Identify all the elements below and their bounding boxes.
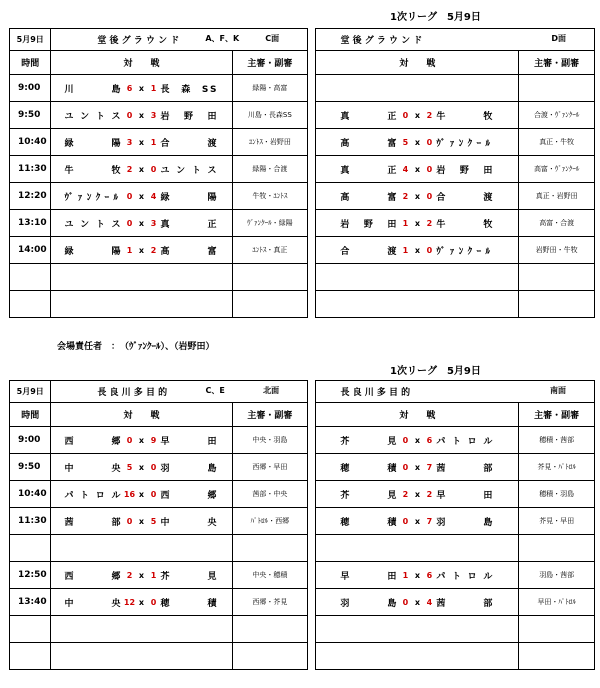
left-referee-cell (232, 616, 308, 643)
vs-mark: x (414, 164, 420, 174)
match-line (316, 109, 518, 122)
score-away: 0 (426, 164, 433, 174)
left-match-cell (51, 291, 232, 318)
right-match-cell (316, 643, 519, 670)
column-gap (308, 481, 316, 508)
right-match-cell (316, 156, 519, 183)
right-match-cell (316, 129, 519, 156)
score-home: 2 (402, 191, 409, 201)
time-cell: 10:40 (10, 129, 51, 156)
team-away: ユントス (160, 165, 219, 176)
score-home: 0 (402, 597, 409, 607)
column-gap (308, 535, 316, 562)
left-referee-column-header: 主審・副審 (232, 51, 308, 75)
right-match-cell (316, 481, 519, 508)
vs-mark: x (414, 435, 420, 445)
vs-mark: x (138, 83, 145, 93)
match-line (316, 488, 518, 501)
vs-mark: x (414, 462, 420, 472)
left-match-cell (51, 156, 232, 183)
time-cell (10, 643, 51, 670)
team-away: 岩 野 田 (436, 165, 495, 176)
right-match-column-header: 対 戦 (316, 51, 519, 75)
right-referee-cell: 穂積・羽島 (519, 481, 595, 508)
time-column-header: 時間 (10, 51, 51, 75)
team-away: 牛 牧 (436, 111, 495, 122)
league-date-header-2: 1次リーグ 5月9日 (390, 366, 481, 377)
match-line (316, 515, 518, 528)
vs-mark: x (138, 164, 145, 174)
score-away: 0 (150, 489, 157, 499)
score-away: 0 (426, 191, 433, 201)
schedule-table-dogo (9, 28, 595, 318)
vs-mark: x (138, 191, 145, 201)
right-match-cell (316, 291, 519, 318)
left-referee-cell: 中央・穂積 (232, 562, 308, 589)
left-match-cell (51, 643, 232, 670)
right-venue-name: 長 良 川 多 目 的 (340, 388, 411, 398)
date-cell: 5月9日 (10, 381, 51, 403)
score-home: 4 (402, 164, 409, 174)
left-match-cell (51, 237, 232, 264)
right-venue-cell (316, 29, 595, 51)
match-line (51, 190, 231, 203)
left-venue-name: 長 良 川 多 目 的 (97, 388, 168, 398)
score-away: 0 (426, 137, 433, 147)
left-match-cell (51, 210, 232, 237)
vs-mark: x (138, 218, 145, 228)
match-line (316, 244, 518, 257)
team-home: 岩 野 田 (340, 219, 399, 230)
team-away: 長 森 SS (160, 84, 219, 95)
team-away: 芥 見 (160, 571, 219, 582)
score-away: 2 (426, 489, 433, 499)
match-line (51, 109, 231, 122)
team-away: ｳﾞｧﾝｸｰﾙ (436, 138, 495, 149)
column-gap (308, 291, 316, 318)
team-home: 中 央 (64, 463, 123, 474)
score-away: 5 (150, 516, 157, 526)
left-field-name: C面 (265, 34, 280, 43)
score-away: 1 (150, 570, 157, 580)
vs-mark: x (138, 516, 145, 526)
right-match-column-header: 対 戦 (316, 403, 519, 427)
match-line (51, 82, 231, 95)
right-referee-cell (519, 264, 595, 291)
left-match-cell (51, 508, 232, 535)
right-match-cell (316, 427, 519, 454)
right-venue-cell (316, 381, 595, 403)
right-referee-cell: 羽島・茜部 (519, 562, 595, 589)
team-away: パトロル (436, 436, 495, 447)
score-away: 1 (150, 137, 157, 147)
score-away: 4 (426, 597, 433, 607)
right-match-cell (316, 210, 519, 237)
left-referee-cell: ﾕﾝﾄｽ・岩野田 (232, 129, 308, 156)
venue-manager-note: 会場責任者 ： （ｳﾞｧﾝｸｰﾙ）、（岩野田） (57, 342, 215, 352)
left-match-cell (51, 129, 232, 156)
match-line (316, 569, 518, 582)
score-home: 16 (123, 489, 136, 499)
match-line (316, 217, 518, 230)
left-referee-cell: ｳﾞｧﾝｸｰﾙ・緑陽 (232, 210, 308, 237)
time-cell (10, 291, 51, 318)
right-match-cell (316, 75, 519, 102)
vs-mark: x (414, 110, 420, 120)
team-home: ユントス (64, 111, 123, 122)
time-cell: 10:40 (10, 481, 51, 508)
team-away: 緑 陽 (160, 192, 219, 203)
left-referee-cell (232, 643, 308, 670)
vs-mark: x (414, 516, 420, 526)
schedule-table-nagaragawa (9, 380, 595, 670)
match-line (51, 461, 231, 474)
column-gap (308, 156, 316, 183)
team-home: 高 富 (340, 138, 399, 149)
score-home: 0 (402, 110, 409, 120)
score-home: 0 (126, 516, 133, 526)
team-away: パトロル (436, 571, 495, 582)
score-away: 0 (150, 462, 157, 472)
right-referee-column-header: 主審・副審 (519, 403, 595, 427)
score-away: 0 (150, 164, 157, 174)
team-away: 高 富 (160, 246, 219, 257)
right-field-name: D面 (551, 34, 566, 43)
team-home: 合 渡 (340, 246, 399, 257)
left-match-cell (51, 102, 232, 129)
vs-mark: x (138, 435, 145, 445)
right-referee-cell (519, 616, 595, 643)
left-referee-cell: 牛牧・ﾕﾝﾄｽ (232, 183, 308, 210)
score-away: 2 (426, 218, 433, 228)
left-match-cell (51, 75, 232, 102)
team-home: 牛 牧 (64, 165, 123, 176)
right-field-name: 南面 (550, 386, 566, 395)
left-match-cell (51, 562, 232, 589)
score-home: 1 (402, 570, 409, 580)
vs-mark: x (138, 245, 145, 255)
score-away: 3 (150, 110, 157, 120)
match-line (51, 136, 231, 149)
left-referee-cell: 茜部・中央 (232, 481, 308, 508)
score-home: 0 (402, 516, 409, 526)
match-line (51, 596, 231, 609)
team-away: 合 渡 (436, 192, 495, 203)
match-line (316, 190, 518, 203)
team-away: 牛 牧 (436, 219, 495, 230)
column-gap (308, 403, 316, 427)
score-home: 2 (126, 570, 133, 580)
right-match-cell (316, 589, 519, 616)
score-away: 6 (426, 435, 433, 445)
score-home: 3 (126, 137, 133, 147)
left-referee-cell (232, 291, 308, 318)
team-away: 早 田 (160, 436, 219, 447)
match-line (51, 569, 231, 582)
right-referee-cell (519, 535, 595, 562)
column-gap (308, 102, 316, 129)
right-referee-cell: 高富・ｳﾞｧﾝｸｰﾙ (519, 156, 595, 183)
score-away: 0 (426, 245, 433, 255)
team-home: 川 島 (64, 84, 123, 95)
time-cell: 13:10 (10, 210, 51, 237)
vs-mark: x (138, 137, 145, 147)
team-home: 西 郷 (64, 571, 123, 582)
score-home: 6 (126, 83, 133, 93)
left-match-column-header: 対 戦 (51, 403, 232, 427)
left-referee-cell: 中央・羽島 (232, 427, 308, 454)
team-home: ｳﾞｧﾝｸｰﾙ (64, 192, 123, 203)
right-match-cell (316, 616, 519, 643)
league-date-header-1: 1次リーグ 5月9日 (390, 12, 481, 23)
match-line (316, 461, 518, 474)
team-home: 緑 陽 (64, 246, 123, 257)
team-home: 高 富 (340, 192, 399, 203)
column-gap (308, 183, 316, 210)
time-cell: 14:00 (10, 237, 51, 264)
right-match-cell (316, 508, 519, 535)
time-cell: 12:20 (10, 183, 51, 210)
team-away: 羽 島 (436, 517, 495, 528)
team-home: 真 正 (340, 165, 399, 176)
team-home: パトロル (64, 490, 123, 501)
left-match-cell (51, 183, 232, 210)
time-cell: 13:40 (10, 589, 51, 616)
time-cell: 9:50 (10, 454, 51, 481)
vs-mark: x (138, 110, 145, 120)
team-away: 茜 部 (436, 598, 495, 609)
score-home: 2 (402, 489, 409, 499)
date-cell: 5月9日 (10, 29, 51, 51)
left-match-cell (51, 427, 232, 454)
right-match-cell (316, 237, 519, 264)
score-away: 7 (426, 516, 433, 526)
right-match-cell (316, 454, 519, 481)
time-cell: 9:50 (10, 102, 51, 129)
left-referee-column-header: 主審・副審 (232, 403, 308, 427)
score-away: 0 (150, 597, 157, 607)
time-cell: 9:00 (10, 75, 51, 102)
score-home: 1 (126, 245, 133, 255)
column-gap (308, 562, 316, 589)
score-home: 0 (402, 435, 409, 445)
column-gap (308, 51, 316, 75)
left-venue-cell (51, 29, 308, 51)
left-match-cell (51, 264, 232, 291)
match-line (51, 488, 231, 501)
team-home: ユントス (64, 219, 123, 230)
score-home: 0 (126, 191, 133, 201)
column-gap (308, 129, 316, 156)
right-referee-cell (519, 75, 595, 102)
score-home: 2 (126, 164, 133, 174)
team-away: 西 郷 (160, 490, 219, 501)
right-match-cell (316, 264, 519, 291)
left-venue-teams: C、E (205, 386, 225, 395)
right-venue-name: 堂 後 グ ラ ウ ン ド (340, 36, 423, 46)
team-home: 穂 積 (340, 463, 399, 474)
match-line (316, 163, 518, 176)
match-line (51, 434, 231, 447)
team-away: 羽 島 (160, 463, 219, 474)
left-referee-cell: 西郷・早田 (232, 454, 308, 481)
team-away: 真 正 (160, 219, 219, 230)
vs-mark: x (138, 570, 145, 580)
column-gap (308, 75, 316, 102)
right-match-cell (316, 535, 519, 562)
vs-mark: x (138, 462, 145, 472)
team-away: 茜 部 (436, 463, 495, 474)
score-away: 9 (150, 435, 157, 445)
right-referee-cell: 真正・牛牧 (519, 129, 595, 156)
column-gap (308, 616, 316, 643)
team-home: 茜 部 (64, 517, 123, 528)
right-referee-cell (519, 643, 595, 670)
left-referee-cell: 川島・長森SS (232, 102, 308, 129)
team-home: 西 郷 (64, 436, 123, 447)
vs-mark: x (414, 218, 420, 228)
match-line (316, 596, 518, 609)
score-home: 5 (402, 137, 409, 147)
team-home: 真 正 (340, 111, 399, 122)
left-venue-name: 堂 後 グ ラ ウ ン ド (97, 36, 180, 46)
left-referee-cell: ﾕﾝﾄｽ・真正 (232, 237, 308, 264)
team-home: 早 田 (340, 571, 399, 582)
time-cell: 11:30 (10, 156, 51, 183)
team-away: 合 渡 (160, 138, 219, 149)
score-home: 1 (402, 245, 409, 255)
column-gap (308, 264, 316, 291)
time-column-header: 時間 (10, 403, 51, 427)
score-away: 3 (150, 218, 157, 228)
right-match-cell (316, 562, 519, 589)
time-cell: 11:30 (10, 508, 51, 535)
score-away: 1 (150, 83, 157, 93)
time-cell (10, 264, 51, 291)
column-gap (308, 589, 316, 616)
score-home: 0 (126, 218, 133, 228)
column-gap (308, 427, 316, 454)
left-match-cell (51, 454, 232, 481)
vs-mark: x (414, 245, 420, 255)
right-referee-cell: 芥見・ﾊﾟﾄﾛﾙ (519, 454, 595, 481)
time-cell (10, 535, 51, 562)
vs-mark: x (414, 489, 420, 499)
team-away: 早 田 (436, 490, 495, 501)
column-gap (308, 508, 316, 535)
time-cell: 12:50 (10, 562, 51, 589)
team-home: 羽 島 (340, 598, 399, 609)
score-home: 1 (402, 218, 409, 228)
left-match-cell (51, 589, 232, 616)
right-referee-cell: 高富・合渡 (519, 210, 595, 237)
right-match-cell (316, 183, 519, 210)
column-gap (308, 643, 316, 670)
team-away: 岩 野 田 (160, 111, 219, 122)
vs-mark: x (414, 191, 420, 201)
right-referee-cell: 早田・ﾊﾟﾄﾛﾙ (519, 589, 595, 616)
left-referee-cell: 緑陽・合渡 (232, 156, 308, 183)
right-referee-cell: 岩野田・牛牧 (519, 237, 595, 264)
left-referee-cell (232, 264, 308, 291)
vs-mark: x (138, 597, 145, 607)
left-match-cell (51, 481, 232, 508)
score-away: 4 (150, 191, 157, 201)
left-referee-cell: ﾊﾟﾄﾛﾙ・西郷 (232, 508, 308, 535)
right-referee-cell (519, 291, 595, 318)
score-away: 7 (426, 462, 433, 472)
vs-mark: x (414, 597, 420, 607)
right-referee-cell: 真正・岩野田 (519, 183, 595, 210)
score-home: 0 (402, 462, 409, 472)
column-gap (308, 454, 316, 481)
match-line (51, 217, 231, 230)
left-referee-cell (232, 535, 308, 562)
team-home: 芥 見 (340, 436, 399, 447)
left-match-column-header: 対 戦 (51, 51, 232, 75)
left-venue-cell (51, 381, 308, 403)
left-match-cell (51, 616, 232, 643)
left-referee-cell: 緑陽・高富 (232, 75, 308, 102)
score-home: 0 (126, 435, 133, 445)
right-match-cell (316, 102, 519, 129)
right-referee-cell: 合渡・ｳﾞｧﾝｸｰﾙ (519, 102, 595, 129)
match-line (51, 515, 231, 528)
team-home: 芥 見 (340, 490, 399, 501)
score-away: 2 (426, 110, 433, 120)
team-home: 緑 陽 (64, 138, 123, 149)
right-referee-cell: 穂積・茜部 (519, 427, 595, 454)
score-away: 2 (150, 245, 157, 255)
column-gap (308, 381, 316, 403)
match-line (316, 434, 518, 447)
match-line (51, 244, 231, 257)
time-cell: 9:00 (10, 427, 51, 454)
score-home: 12 (123, 597, 136, 607)
score-away: 6 (426, 570, 433, 580)
team-away: 中 央 (160, 517, 219, 528)
match-line (316, 136, 518, 149)
team-home: 穂 積 (340, 517, 399, 528)
team-away: ｳﾞｧﾝｸｰﾙ (436, 246, 495, 257)
team-home: 中 央 (64, 598, 123, 609)
left-venue-teams: A、F、K (205, 34, 240, 43)
vs-mark: x (138, 489, 145, 499)
score-home: 5 (126, 462, 133, 472)
match-line (51, 163, 231, 176)
right-referee-cell: 芥見・早田 (519, 508, 595, 535)
left-referee-cell: 西郷・芥見 (232, 589, 308, 616)
left-match-cell (51, 535, 232, 562)
score-home: 0 (126, 110, 133, 120)
team-away: 穂 積 (160, 598, 219, 609)
right-referee-column-header: 主審・副審 (519, 51, 595, 75)
vs-mark: x (414, 137, 420, 147)
column-gap (308, 237, 316, 264)
column-gap (308, 210, 316, 237)
left-field-name: 北面 (263, 386, 280, 395)
time-cell (10, 616, 51, 643)
column-gap (308, 29, 316, 51)
vs-mark: x (414, 570, 420, 580)
